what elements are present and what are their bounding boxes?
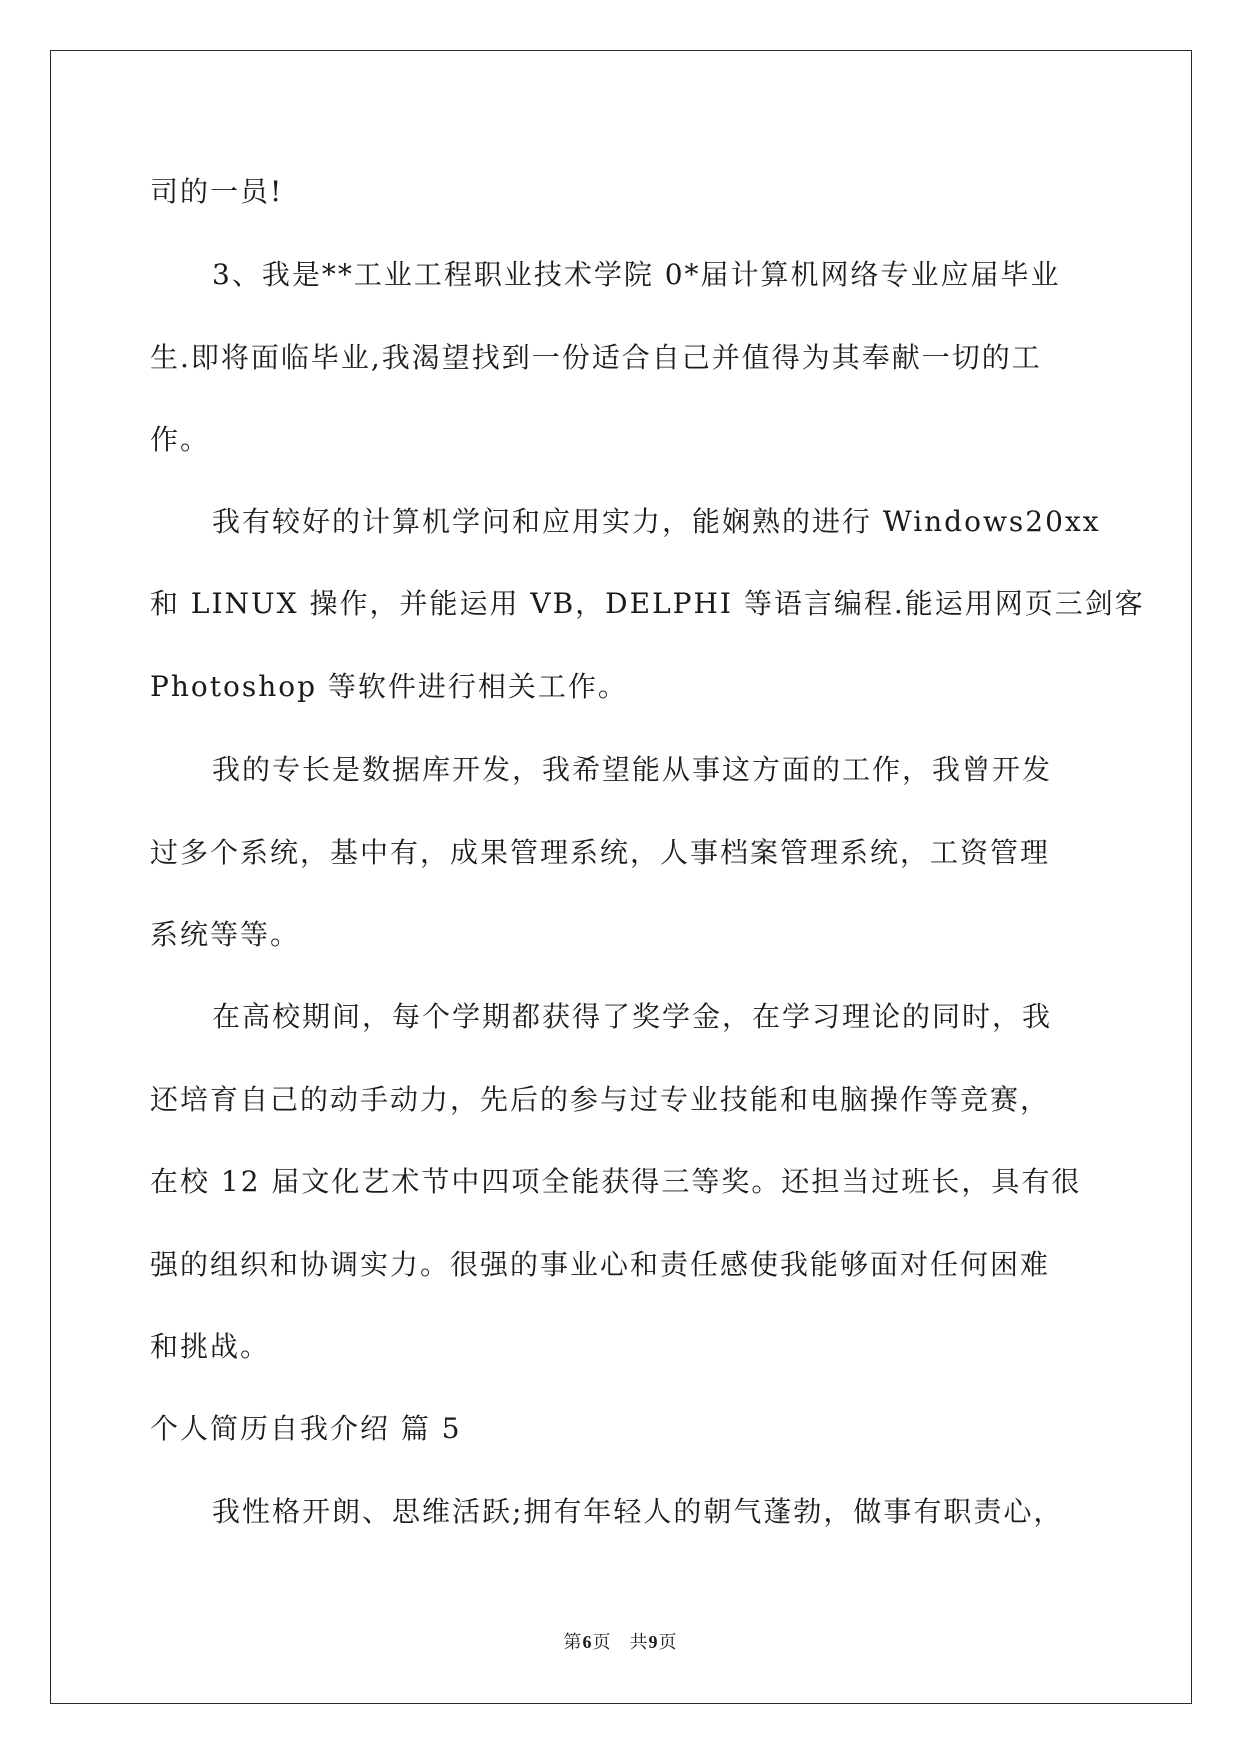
page-border [50, 50, 1192, 1704]
section-heading: 个人简历自我介绍 篇 5 [150, 1412, 462, 1445]
text-line: 我有较好的计算机学问和应用实力，能娴熟的进行 Windows20xx [212, 505, 1101, 538]
text-line: 作。 [150, 423, 211, 456]
footer-total-suffix: 页 [658, 1632, 678, 1653]
text-line: 我的专长是数据库开发，我希望能从事这方面的工作，我曾开发 [212, 753, 1053, 786]
text-line: 过多个系统，基中有，成果管理系统，人事档案管理系统，工资管理 [150, 836, 1051, 869]
text-line: 在高校期间，每个学期都获得了奖学金，在学习理论的同时，我 [212, 1000, 1053, 1033]
text-line: 和 LINUX 操作，并能运用 VB，DELPHI 等语言编程.能运用网页三剑客 [150, 587, 1145, 620]
text-line: 我性格开朗、思维活跃;拥有年轻人的朝气蓬勃，做事有职责心， [212, 1495, 1064, 1528]
footer-page-current: 6 [582, 1632, 593, 1652]
text-line: 系统等等。 [150, 918, 301, 951]
text-line: 生.即将面临毕业,我渴望找到一份适合自己并值得为其奉献一切的工 [150, 341, 1042, 374]
footer-page-total: 9 [648, 1632, 659, 1652]
text-line: 司的一员! [150, 175, 284, 208]
text-line: 和挑战。 [150, 1330, 271, 1363]
text-line: 强的组织和协调实力。很强的事业心和责任感使我能够面对任何困难 [150, 1248, 1051, 1281]
footer-page-suffix: 页 [592, 1632, 612, 1653]
footer-total-prefix: 共 [629, 1632, 649, 1653]
text-line: 3、我是**工业工程职业技术学院 0*届计算机网络专业应届毕业 [212, 258, 1061, 291]
footer-page-prefix: 第 [563, 1632, 583, 1653]
text-line: 还培育自己的动手动力，先后的参与过专业技能和电脑操作等竞赛， [150, 1083, 1051, 1116]
page-footer [0, 1630, 1241, 1655]
text-line: 在校 12 届文化艺术节中四项全能获得三等奖。还担当过班长，具有很 [150, 1165, 1082, 1198]
text-line: Photoshop 等软件进行相关工作。 [150, 670, 628, 703]
